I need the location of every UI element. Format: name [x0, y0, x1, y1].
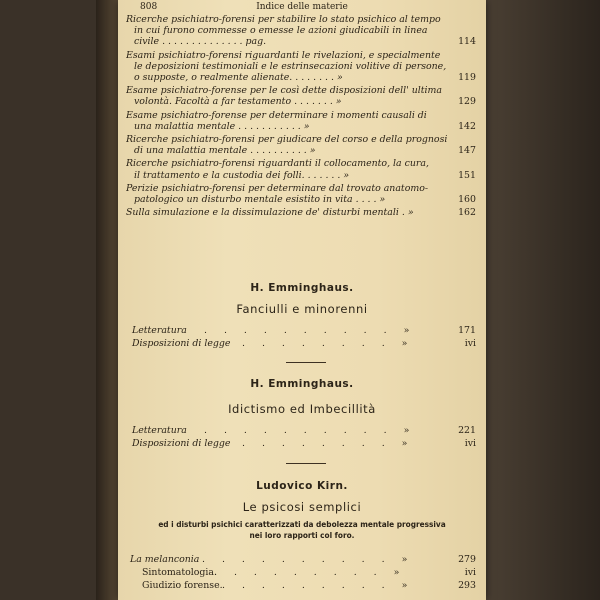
- toc-row-page: ivi: [464, 567, 476, 578]
- toc-line: il trattamento e la custodia dei folli. . . . . . . »: [134, 169, 350, 181]
- toc-line: civile . . . . . . . . . . . . . . pag.: [134, 36, 267, 48]
- section-subtitle: nei loro rapporti col foro.: [249, 530, 355, 540]
- toc-page: 129: [458, 96, 476, 108]
- toc-line: Ricerche psichiatro-forensi riguardanti il collocamento, la cura,: [126, 158, 429, 170]
- toc-line: Ricerche psichiatro-forensi per giudicare del corso e della prognosi: [126, 134, 448, 146]
- toc-row-label: Giudizio forense.: [142, 580, 223, 591]
- toc-line: una malattia mentale . . . . . . . . . . . »: [134, 120, 310, 132]
- section-divider: [286, 362, 326, 363]
- section-divider: [286, 463, 326, 464]
- section-author: Ludovico Kirn.: [256, 480, 348, 492]
- book-spine-shadow: [96, 0, 118, 600]
- toc-line: Perizie psichiatro-forensi per determinare dal trovato anatomo-: [126, 182, 429, 194]
- toc-line: Esami psichiatro-forensi riguardanti le rivelazioni, e specialmente: [126, 49, 441, 61]
- toc-line: patologico un disturbo mentale esistito in vita . . . . »: [134, 194, 386, 206]
- toc-row-leader: . . . . . . . . . . »: [202, 554, 415, 565]
- toc-page: 162: [458, 207, 476, 219]
- book-page: [118, 0, 486, 600]
- book-edge-shadow: [486, 0, 600, 600]
- toc-row-page: 171: [458, 325, 476, 336]
- toc-page: 114: [458, 36, 476, 48]
- toc-line: o supposte, o realmente alienate. . . . . . . . »: [134, 72, 343, 84]
- toc-entry: [126, 158, 476, 180]
- toc-line: in cui furono commesse o emesse le azioni giudicabili in linea: [134, 25, 428, 37]
- toc-line: Esame psichiatro-forense per determinare i momenti causali di: [126, 109, 427, 121]
- toc-entry: [126, 134, 476, 156]
- toc-row-leader: . . . . . . . . . . »: [204, 425, 417, 436]
- toc-row-label: Disposizioni di legge: [132, 438, 231, 449]
- toc-entry: [126, 207, 476, 218]
- toc-row: [130, 554, 476, 566]
- toc-line: di una malattia mentale . . . . . . . . . . »: [134, 145, 316, 157]
- section-author: H. Emminghaus.: [250, 378, 354, 390]
- toc-row-label: Disposizioni di legge: [132, 338, 231, 349]
- toc-row-leader: . . . . . . . . . »: [222, 580, 415, 591]
- toc-row-label: Sintomatologia.: [142, 567, 217, 578]
- section-author: H. Emminghaus.: [250, 282, 354, 294]
- toc-line: Sulla simulazione e la dissimulazione de' disturbi mentali . »: [126, 207, 414, 219]
- toc-row-page: 293: [458, 580, 476, 591]
- toc-row-label: La melanconia: [130, 554, 200, 565]
- section-title: Le psicosi semplici: [242, 500, 362, 514]
- toc-row: [132, 438, 476, 450]
- toc-page: 147: [458, 145, 476, 157]
- toc-line: Esame psichiatro-forense per le così dette disposizioni dell' ultima: [126, 85, 443, 97]
- running-title: Indice delle materie: [256, 2, 348, 12]
- toc-row-leader: . . . . . . . . . »: [214, 567, 407, 578]
- page-header: [118, 2, 486, 14]
- toc-entry: [126, 14, 476, 48]
- toc-row-page: 221: [458, 425, 476, 436]
- toc-row-label: Letteratura: [132, 425, 187, 436]
- toc-entry: [126, 183, 476, 205]
- toc-entry: [126, 50, 476, 84]
- toc-entry: [126, 110, 476, 132]
- toc-entry: [126, 85, 476, 107]
- toc-line: Ricerche psichiatro-forensi per stabilire lo stato psichico al tempo: [126, 14, 441, 25]
- section-title: Fanciulli e minorenni: [236, 302, 368, 316]
- toc-row: [132, 425, 476, 437]
- toc-row-label: Letteratura: [132, 325, 187, 336]
- toc-row-leader: . . . . . . . . »: [242, 338, 415, 349]
- toc-row-leader: . . . . . . . . . . »: [204, 325, 417, 336]
- toc-row: [142, 580, 476, 592]
- toc-line: volontà. Facoltà a far testamento . . . . . . . »: [134, 96, 342, 108]
- toc-row-leader: . . . . . . . . »: [242, 438, 415, 449]
- section-title: Idictismo ed Imbecillità: [228, 402, 376, 416]
- toc-page: 142: [458, 120, 476, 132]
- toc-row: [142, 567, 476, 579]
- toc-row-page: ivi: [464, 438, 476, 449]
- page-number: 808: [140, 2, 158, 12]
- toc-page: 119: [458, 72, 476, 84]
- toc-row: [132, 338, 476, 350]
- toc-row: [132, 325, 476, 337]
- toc-row-page: ivi: [464, 338, 476, 349]
- toc-line: le deposizioni testimoniali e le estrinsecazioni volitive di persone,: [134, 60, 447, 72]
- toc-list: [126, 14, 476, 218]
- toc-page: 160: [458, 194, 476, 206]
- section-subtitle: ed i disturbi psichici caratterizzati da debolezza mentale progressiva: [158, 519, 446, 529]
- toc-page: 151: [458, 169, 476, 181]
- toc-row-page: 279: [458, 554, 476, 565]
